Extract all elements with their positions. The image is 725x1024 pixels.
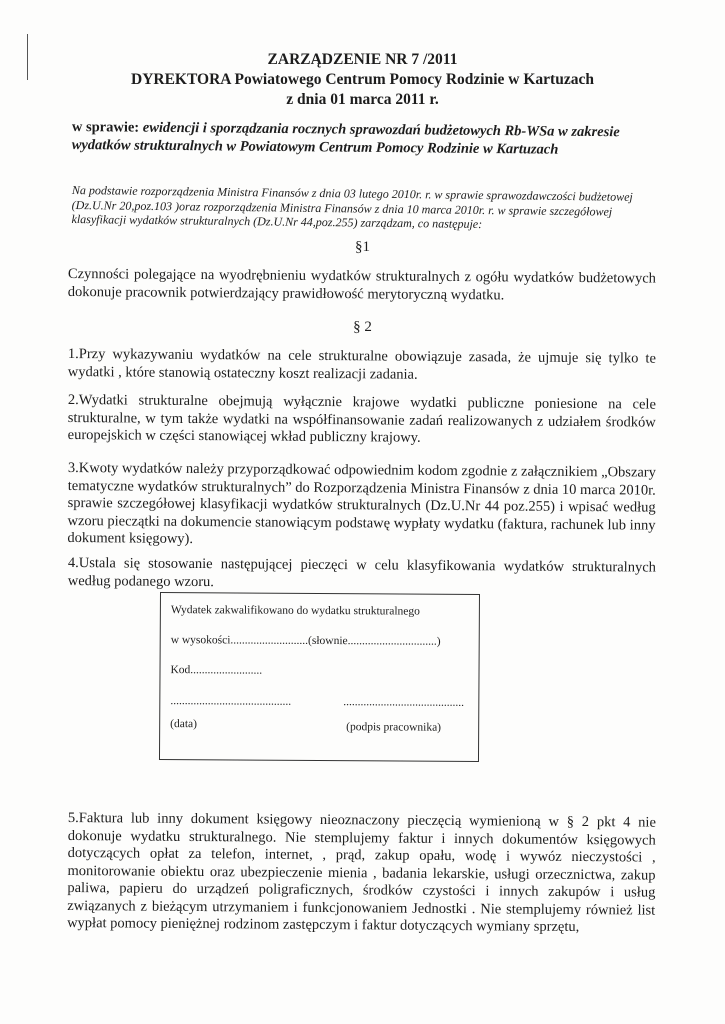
stamp-amount-line: w wysokości...........................(słownie...............................) xyxy=(170,634,441,648)
section-1-text: Czynności polegające na wyodrębnieniu wydatków strukturalnych z ogółu wydatków budżetowych dokonuje pracownik potwierdzający prawidłowość merytoryczną wydatku. xyxy=(67,266,656,303)
subject-text: ewidencji i sporządzania rocznych sprawozdań budżetowych Rb-WSa w zakresie wydatków strukturalnych w Powiatowym Centrum Pomocy Rodzinie w Kartuzach xyxy=(71,119,620,158)
section-2-point-5: 5.Faktura lub inny dokument księgowy nieoznaczony pieczęcią wymienioną w § 2 pkt 4 nie dokonuje wydatku strukturalnego. Nie stemplujemy faktur i innych dokumentów księgowych dotyczących opłat za telefon, internet, , prąd, zakup opału, wodę i wywóz nieczystości , monitorowanie obiektu oraz ubezpieczenie mienia , badania lekarskie, usługi orzecznictwa, zakup paliwa, papieru do urządzeń poligraficznych, środków czystości i innych zakupów i usług związanych z bieżącym utrzymaniem i funkcjonowaniem Jednostki . Nie stemplujemy również list wypłat pomocy pieniężnej rodzinom zastępczym i faktur dotyczących wymiany sprzętu, xyxy=(67,810,656,936)
section-2-point-1: 1.Przy wykazywaniu wydatków na cele strukturalne obowiązuje zasada, że ujmuje się tylko te wydatki , które stanowią ostateczny koszt realizacji zadania. xyxy=(67,346,656,383)
issuer-line: DYREKTORA Powiatowego Centrum Pomocy Rodzinie w Kartuzach xyxy=(131,71,594,88)
legal-basis: Na podstawie rozporządzenia Ministra Finansów z dnia 03 lutego 2010r. r. w sprawie sprawozdawczości budżetowej (Dz.U.Nr 20,poz.103 )oraz rozporządzenia Ministra Finansów z dnia 10 marca 2010r. r. w sprawie szczegółowej klasyfikacji wydatków strukturalnych (Dz.U.Nr 44,poz.255) zarządzam, co następuje: xyxy=(71,183,633,232)
stamp-date-label: (data) xyxy=(170,718,198,731)
order-title: ZARZĄDZENIE NR 7 /2011 xyxy=(267,51,458,68)
subject-label: w sprawie: xyxy=(71,118,140,136)
section-2-point-4: 4.Ustala się stosowanie następującej pieczęci w celu klasyfikowania wydatków strukturalnych według podanego wzoru. xyxy=(67,555,656,590)
stamp-template xyxy=(159,592,480,762)
stamp-heading: Wydatek zakwalifikowano do wydatku strukturalnego xyxy=(170,604,420,618)
section-2-point-3: 3.Kwoty wydatków należy przyporządkować odpowiednim kodom zgodnie z załącznikiem „Obszary tematyczne wydatków strukturalnych” do Rozporządzenia Ministra Finansów z dnia 10 marca 2010r. sprawie szczegółowej klasyfikacji wydatków strukturalnych (Dz.U.Nr 44 poz.255) i wpisać według wzoru pieczątki na dokumencie stanowiącym podstawę wypłaty wydatku (faktura, rachunek lub inny dokument księgowy). xyxy=(67,460,656,547)
stamp-code-line: Kod......................... xyxy=(170,664,263,677)
stamp-date-dots: .......................................... xyxy=(170,695,292,708)
section-2-point-2: 2.Wydatki strukturalne obejmują wyłącznie krajowe wydatki publiczne poniesione na cele strukturalne, w tym także wydatki na współfinansowanie zadań realizowanych z udziałem środków europejskich w części stanowiącej wkład publiczny krajowy. xyxy=(67,392,656,446)
stamp-signature-dots: .......................................... xyxy=(343,696,465,709)
subject xyxy=(72,118,660,160)
order-date: z dnia 01 marca 2011 r. xyxy=(286,91,439,108)
section-2-heading: § 2 xyxy=(353,319,372,335)
stamp-signature-label: (podpis pracownika) xyxy=(346,721,442,734)
section-1-heading: §1 xyxy=(355,239,370,255)
